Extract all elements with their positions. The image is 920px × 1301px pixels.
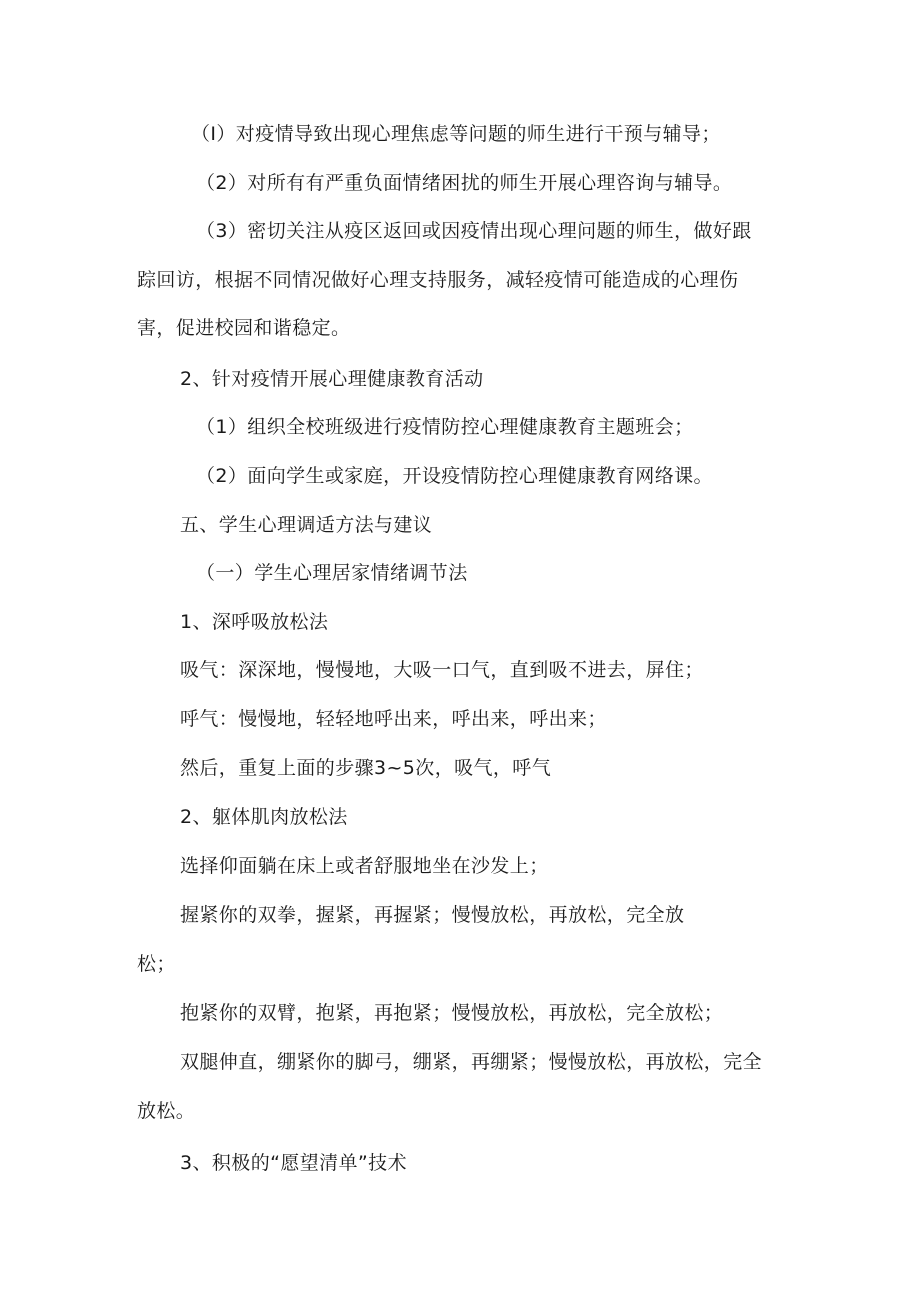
text-line: 然后，重复上面的步骤3~5次，吸气，呼气 (180, 757, 552, 779)
text-line: 双腿伸直，绷紧你的脚弓，绷紧，再绷紧；慢慢放松，再放松，完全 (180, 1051, 763, 1073)
text-line: （2）面向学生或家庭，开设疫情防控心理健康教育网络课。 (196, 465, 713, 487)
text-line: 松； (137, 953, 176, 975)
text-line: （2）对所有有严重负面情绪困扰的师生开展心理咨询与辅导。 (196, 172, 733, 194)
section-heading: 1、深呼吸放松法 (180, 611, 329, 633)
text-line: 踪回访，根据不同情况做好心理支持服务，减轻疫情可能造成的心理伤 (137, 269, 739, 291)
text-line: 选择仰面躺在床上或者舒服地坐在沙发上； (180, 855, 549, 877)
section-heading: （一）学生心理居家情绪调节法 (196, 562, 468, 584)
section-heading: 2、针对疫情开展心理健康教育活动 (180, 368, 484, 390)
text-line: 放松。 (137, 1100, 196, 1122)
text-line: 呼气：慢慢地，轻轻地呼出来，呼出来，呼出来； (180, 708, 607, 730)
text-line: （3）密切关注从疫区返回或因疫情出现心理问题的师生，做好跟 (196, 220, 752, 242)
text-line: （I）对疫情导致出现心理焦虑等问题的师生进行干预与辅导； (191, 123, 721, 145)
text-line: 握紧你的双拳，握紧，再握紧；慢慢放松，再放松，完全放 (180, 904, 685, 926)
text-line: 抱紧你的双臂，抱紧，再抱紧；慢慢放松，再放松，完全放松； (180, 1002, 724, 1024)
text-line: （1）组织全校班级进行疫情防控心理健康教育主题班会； (196, 416, 694, 438)
section-heading: 2、躯体肌肉放松法 (180, 806, 348, 828)
text-line: 吸气：深深地，慢慢地，大吸一口气，直到吸不进去，屏住； (180, 659, 704, 681)
section-heading: 3、积极的“愿望清单”技术 (180, 1152, 407, 1174)
section-heading: 五、学生心理调适方法与建议 (180, 514, 433, 536)
text-line: 害，促进校园和谐稳定。 (137, 317, 351, 339)
